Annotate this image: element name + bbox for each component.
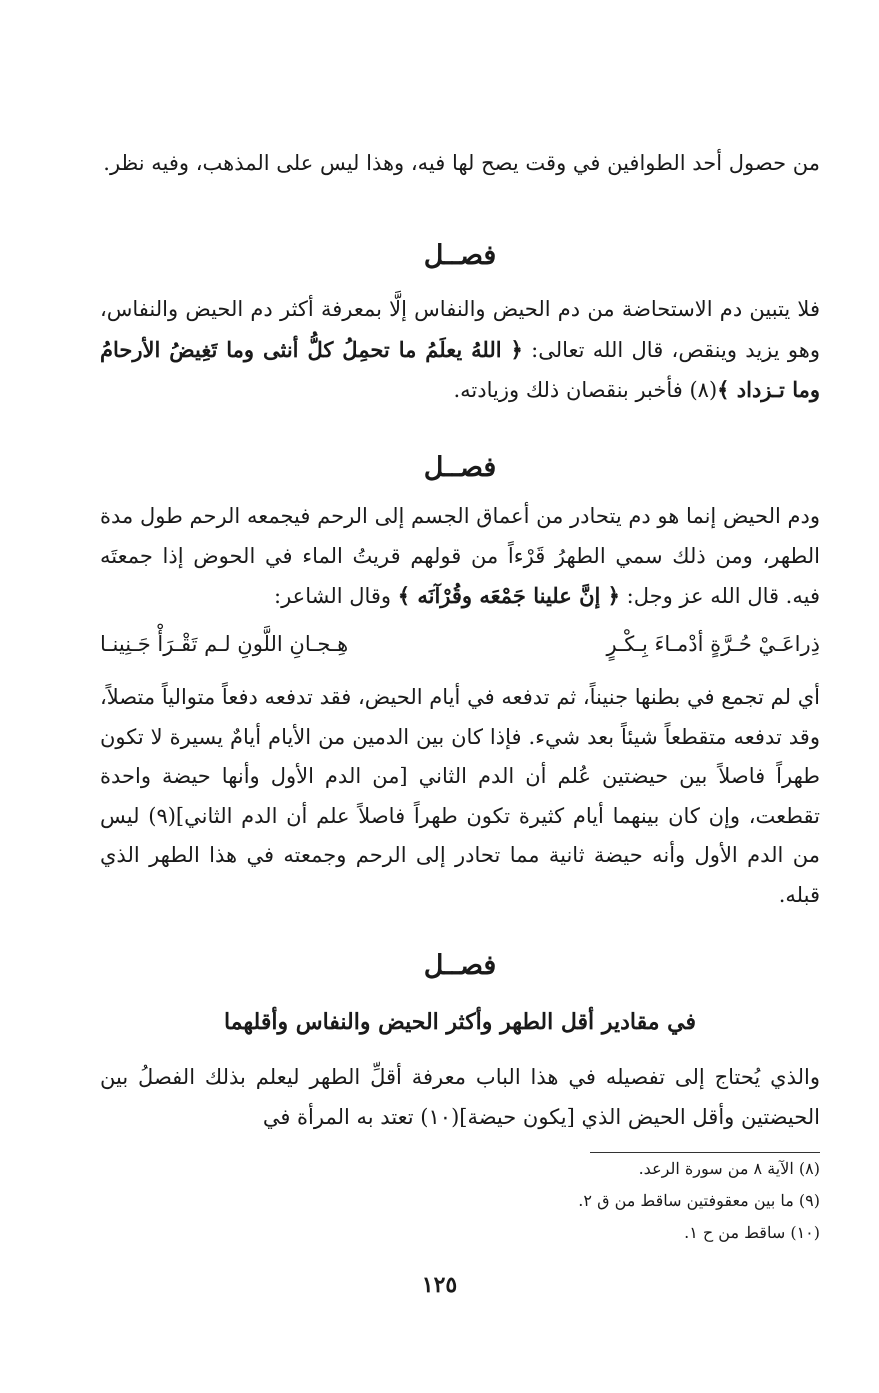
paragraph-3-text-a: ودم الحيض إنما هو دم يتحادر من أعماق الجسم إلى الرحم فيجمعه الرحم طول مدة الطهر، ومن ذلك سمي الطهرُ قَرْءاً من قولهم قريتُ الماء في الحوض إذا جمعتَه فيه. قال الله عز وجل:	[100, 504, 820, 608]
paragraph-1: من حصول أحد الطوافين في وقت يصح لها فيه، وهذا ليس على المذهب، وفيه نظر.	[103, 151, 820, 175]
section-subheading: في مقادير أقل الطهر وأكثر الحيض والنفاس وأقلهما	[223, 1009, 697, 1035]
paragraph-5: والذي يُحتاج إلى تفصيله في هذا الباب معرفة أقلِّ الطهر ليعلم بذلك الفصلُ بين الحيضتين وأقل الحيض الذي [يكون حيضة](١٠) تعتد به المرأة في	[100, 1065, 820, 1129]
footnote-10: (١٠) ساقط من ح ١.	[684, 1223, 820, 1242]
paragraph-2-text-a: فلا يتبين دم الاستحاضة من دم الحيض والنفاس إلَّا بمعرفة أكثر دم الحيض والنفاس، وهو يزيد وينقص، قال الله تعالى:	[100, 297, 820, 362]
footnote-9: (٩) ما بين معقوفتين ساقط من ق ٢.	[578, 1191, 820, 1210]
paragraph-3-text-b: وقال الشاعر:	[274, 584, 398, 608]
section-heading-1: فصــل	[423, 240, 497, 271]
section-heading-2: فصــل	[423, 452, 497, 483]
verse-first-hemistich: ذِراعَـيْ حُـرَّةٍ أدْمـاءَ بِـكْـرٍ	[606, 632, 820, 656]
paragraph-3	[100, 497, 820, 617]
paragraph-4: أي لم تجمع في بطنها جنيناً، ثم تدفعه في أيام الحيض، فقد تدفعه دفعاً متوالياً متصلاً، وقد تدفعه متقطعاً شيئاً بعد شيء. فإذا كان بين الدمين من الأيام أيامٌ يسيرة لا تكون طهراً فاصلاً بين حيضتين عُلم أن الدم الثاني [من الدم الأول وأنها حيضة واحدة تقطعت، وإن كان بينهما أيام كثيرة تكون طهراً فاصلاً علم أن الدم الثاني](٩) ليس من الدم الأول وأنه حيضة ثانية مما تحادر إلى الرحم وجمعته في هذا الطهر الذي قبله.	[100, 685, 820, 907]
footnote-8: (٨) الآية ٨ من سورة الرعد.	[638, 1159, 820, 1178]
paragraph-2-text-b: (٨) فأخبر بنقصان ذلك وزيادته.	[453, 378, 718, 402]
page-number: ١٢٥	[421, 1272, 458, 1298]
section-heading-3: فصــل	[423, 950, 497, 981]
poetry-verse	[100, 624, 820, 664]
verse-second-hemistich: هِـجـانِ اللَّونِ لـم تَقْـرَأْ جَـنِينـا	[100, 632, 349, 656]
quran-verse-1: ﴿ اللهُ يعلَمُ ما تحمِلُ كلُّ أنثى وما تَغِيضُ الأرحامُ وما تـزداد ﴾	[100, 336, 820, 402]
footnote-divider	[590, 1152, 820, 1153]
quran-verse-2: ﴿ إنَّ علينا جَمْعَه وقُرْآنَه ﴾	[397, 583, 620, 608]
paragraph-2	[100, 290, 820, 411]
